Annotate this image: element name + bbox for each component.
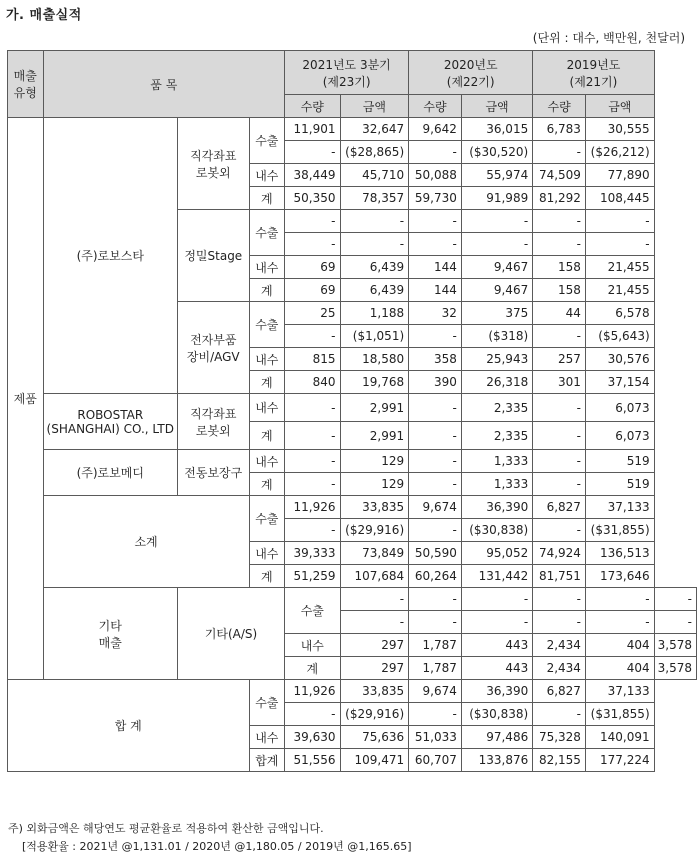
value-cell: 519: [585, 473, 654, 496]
value-cell: 33,835: [340, 680, 409, 703]
value-cell: 36,015: [461, 118, 532, 141]
value-cell: -: [533, 450, 586, 473]
value-cell: 37,133: [585, 496, 654, 519]
value-cell: 75,636: [340, 726, 409, 749]
value-cell: -: [585, 210, 654, 233]
value-cell: 108,445: [585, 187, 654, 210]
value-cell: -: [409, 394, 462, 422]
value-cell: 297: [340, 634, 409, 657]
value-cell: 11,901: [285, 118, 340, 141]
row-kind: 계: [249, 371, 285, 394]
value-cell: 97,486: [461, 726, 532, 749]
row-kind: 수출: [249, 680, 285, 726]
header-qty: 수량: [285, 95, 340, 118]
value-cell: 75,328: [533, 726, 586, 749]
value-cell: 1,188: [340, 302, 409, 325]
value-cell: 2,991: [340, 422, 409, 450]
value-cell: -: [409, 703, 462, 726]
row-kind: 내수: [249, 542, 285, 565]
table-row: [8, 118, 697, 141]
value-cell: 131,442: [461, 565, 532, 588]
value-cell: -: [461, 588, 532, 611]
value-cell: 32,647: [340, 118, 409, 141]
value-cell: 26,318: [461, 371, 532, 394]
value-cell: 37,133: [585, 680, 654, 703]
value-cell: 158: [533, 279, 586, 302]
value-cell: 51,259: [285, 565, 340, 588]
value-cell: 11,926: [285, 680, 340, 703]
header-year: 2019년도 (제21기): [533, 51, 654, 95]
header-qty: 수량: [409, 95, 462, 118]
value-cell: 9,642: [409, 118, 462, 141]
row-kind: 계: [285, 657, 340, 680]
value-cell: 81,751: [533, 565, 586, 588]
row-kind: 내수: [249, 348, 285, 371]
row-product: 전동보장구: [178, 450, 250, 496]
value-cell: -: [340, 210, 409, 233]
value-cell: 60,707: [409, 749, 462, 772]
value-cell: -: [533, 422, 586, 450]
value-cell: 81,292: [533, 187, 586, 210]
value-cell: 9,467: [461, 279, 532, 302]
value-cell: 6,783: [533, 118, 586, 141]
value-cell: -: [409, 473, 462, 496]
value-cell: 9,467: [461, 256, 532, 279]
header-qty: 수량: [533, 95, 586, 118]
value-cell: -: [533, 703, 586, 726]
value-cell: -: [654, 588, 696, 611]
value-cell: 50,590: [409, 542, 462, 565]
row-kind: 내수: [249, 164, 285, 187]
value-cell: -: [285, 703, 340, 726]
row-kind: 내수: [249, 256, 285, 279]
value-cell: 69: [285, 279, 340, 302]
row-kind: 계: [249, 187, 285, 210]
row-product: 직각좌표 로봇외: [178, 394, 250, 450]
value-cell: 9,674: [409, 496, 462, 519]
value-cell: -: [340, 233, 409, 256]
value-cell: ($5,643): [585, 325, 654, 348]
value-cell: -: [533, 394, 586, 422]
value-cell: -: [533, 141, 586, 164]
value-cell: 9,674: [409, 680, 462, 703]
value-cell: -: [409, 422, 462, 450]
value-cell: 21,455: [585, 256, 654, 279]
header-amt: 금액: [461, 95, 532, 118]
value-cell: 840: [285, 371, 340, 394]
row-kind: 수출: [249, 210, 285, 256]
value-cell: 37,154: [585, 371, 654, 394]
value-cell: -: [533, 473, 586, 496]
value-cell: -: [285, 141, 340, 164]
unit-note: (단위 : 대수, 백만원, 천달러): [532, 31, 685, 45]
value-cell: 73,849: [340, 542, 409, 565]
value-cell: -: [340, 588, 409, 611]
value-cell: 2,434: [533, 657, 586, 680]
row-product: 전자부품 장비/AGV: [178, 302, 250, 394]
value-cell: 39,630: [285, 726, 340, 749]
value-cell: ($318): [461, 325, 532, 348]
row-product: 직각좌표 로봇외: [178, 118, 250, 210]
header-item: 품 목: [43, 51, 285, 118]
value-cell: 51,556: [285, 749, 340, 772]
value-cell: 36,390: [461, 496, 532, 519]
value-cell: 1,333: [461, 450, 532, 473]
value-cell: -: [409, 588, 462, 611]
value-cell: 6,439: [340, 279, 409, 302]
value-cell: 25,943: [461, 348, 532, 371]
value-cell: 1,787: [409, 634, 462, 657]
value-cell: -: [461, 233, 532, 256]
header-amt: 금액: [340, 95, 409, 118]
value-cell: 33,835: [340, 496, 409, 519]
value-cell: 44: [533, 302, 586, 325]
value-cell: ($29,916): [340, 703, 409, 726]
row-kind: 내수: [249, 450, 285, 473]
value-cell: -: [409, 233, 462, 256]
row-product: 정밀Stage: [178, 210, 250, 302]
value-cell: 45,710: [340, 164, 409, 187]
value-cell: ($31,855): [585, 519, 654, 542]
value-cell: 50,088: [409, 164, 462, 187]
value-cell: ($30,838): [461, 519, 532, 542]
value-cell: 82,155: [533, 749, 586, 772]
value-cell: 133,876: [461, 749, 532, 772]
value-cell: -: [340, 611, 409, 634]
value-cell: 1,333: [461, 473, 532, 496]
value-cell: 30,576: [585, 348, 654, 371]
value-cell: ($30,838): [461, 703, 532, 726]
value-cell: 6,827: [533, 496, 586, 519]
value-cell: ($29,916): [340, 519, 409, 542]
value-cell: 59,730: [409, 187, 462, 210]
value-cell: 301: [533, 371, 586, 394]
value-cell: -: [533, 210, 586, 233]
row-kind: 내수: [249, 394, 285, 422]
footnote: 주) 외화금액은 해당연도 평균환율로 적용하여 환산한 금액입니다.: [8, 822, 324, 835]
value-cell: 69: [285, 256, 340, 279]
value-cell: 140,091: [585, 726, 654, 749]
value-cell: -: [654, 611, 696, 634]
value-cell: 19,768: [340, 371, 409, 394]
value-cell: 74,509: [533, 164, 586, 187]
value-cell: ($26,212): [585, 141, 654, 164]
row-type: 기타 매출: [43, 588, 177, 680]
value-cell: 173,646: [585, 565, 654, 588]
value-cell: -: [409, 141, 462, 164]
header-type: 매출 유형: [8, 51, 44, 118]
value-cell: 30,555: [585, 118, 654, 141]
value-cell: 77,890: [585, 164, 654, 187]
value-cell: -: [285, 394, 340, 422]
value-cell: -: [409, 450, 462, 473]
header-year: 2020년도 (제22기): [409, 51, 533, 95]
value-cell: 39,333: [285, 542, 340, 565]
value-cell: 158: [533, 256, 586, 279]
value-cell: 443: [461, 657, 532, 680]
value-cell: 60,264: [409, 565, 462, 588]
table-row: [8, 394, 697, 422]
value-cell: -: [285, 233, 340, 256]
row-kind: 수출: [249, 496, 285, 542]
value-cell: 129: [340, 473, 409, 496]
value-cell: -: [585, 588, 654, 611]
value-cell: -: [533, 325, 586, 348]
header-amt: 금액: [585, 95, 654, 118]
value-cell: -: [285, 422, 340, 450]
row-company: ROBOSTAR (SHANGHAI) CO., LTD: [43, 394, 177, 450]
row-company: (주)로보메디: [43, 450, 177, 496]
value-cell: ($31,855): [585, 703, 654, 726]
value-cell: 144: [409, 256, 462, 279]
value-cell: 78,357: [340, 187, 409, 210]
row-kind: 내수: [249, 726, 285, 749]
value-cell: -: [285, 519, 340, 542]
table-row: [8, 680, 697, 703]
value-cell: ($1,051): [340, 325, 409, 348]
value-cell: 443: [461, 634, 532, 657]
row-kind: 수출: [285, 588, 340, 634]
value-cell: 21,455: [585, 279, 654, 302]
value-cell: 32: [409, 302, 462, 325]
row-kind: 합계: [249, 749, 285, 772]
value-cell: ($28,865): [340, 141, 409, 164]
row-type: 합 계: [8, 680, 250, 772]
row-kind: 수출: [249, 302, 285, 348]
row-kind: 계: [249, 565, 285, 588]
value-cell: -: [285, 210, 340, 233]
value-cell: 297: [340, 657, 409, 680]
header-year: 2021년도 3분기 (제23기): [285, 51, 409, 95]
row-company: 기타(A/S): [178, 588, 285, 680]
value-cell: -: [409, 325, 462, 348]
row-kind: 수출: [249, 118, 285, 164]
value-cell: 129: [340, 450, 409, 473]
value-cell: 109,471: [340, 749, 409, 772]
value-cell: 74,924: [533, 542, 586, 565]
value-cell: 2,335: [461, 394, 532, 422]
exchange-rates: [적용환율 : 2021년 @1,131.01 / 2020년 @1,180.05 / 2019년 @1,165.65]: [22, 840, 412, 853]
value-cell: -: [285, 473, 340, 496]
value-cell: -: [461, 210, 532, 233]
value-cell: -: [533, 233, 586, 256]
value-cell: -: [585, 233, 654, 256]
value-cell: -: [409, 611, 462, 634]
table-row: [8, 450, 697, 473]
value-cell: 6,073: [585, 422, 654, 450]
table-row: [8, 588, 697, 611]
value-cell: 177,224: [585, 749, 654, 772]
row-kind: 계: [249, 279, 285, 302]
value-cell: -: [461, 611, 532, 634]
value-cell: 18,580: [340, 348, 409, 371]
value-cell: 136,513: [585, 542, 654, 565]
value-cell: -: [285, 325, 340, 348]
value-cell: 51,033: [409, 726, 462, 749]
row-kind: 내수: [285, 634, 340, 657]
value-cell: 2,434: [533, 634, 586, 657]
value-cell: ($30,520): [461, 141, 532, 164]
row-kind: 계: [249, 422, 285, 450]
value-cell: 6,073: [585, 394, 654, 422]
value-cell: -: [285, 450, 340, 473]
value-cell: 390: [409, 371, 462, 394]
value-cell: 144: [409, 279, 462, 302]
value-cell: 3,578: [654, 657, 696, 680]
value-cell: 25: [285, 302, 340, 325]
row-company: 소계: [43, 496, 249, 588]
value-cell: 11,926: [285, 496, 340, 519]
row-kind: 계: [249, 473, 285, 496]
value-cell: 6,578: [585, 302, 654, 325]
value-cell: 55,974: [461, 164, 532, 187]
sales-table: [7, 50, 697, 772]
value-cell: -: [533, 611, 586, 634]
value-cell: 3,578: [654, 634, 696, 657]
value-cell: 358: [409, 348, 462, 371]
value-cell: 38,449: [285, 164, 340, 187]
value-cell: 91,989: [461, 187, 532, 210]
value-cell: -: [409, 210, 462, 233]
value-cell: 257: [533, 348, 586, 371]
value-cell: -: [533, 588, 586, 611]
value-cell: 36,390: [461, 680, 532, 703]
table-row: [8, 496, 697, 519]
value-cell: 50,350: [285, 187, 340, 210]
value-cell: -: [533, 519, 586, 542]
value-cell: 1,787: [409, 657, 462, 680]
value-cell: 107,684: [340, 565, 409, 588]
value-cell: 375: [461, 302, 532, 325]
value-cell: 6,827: [533, 680, 586, 703]
value-cell: 2,335: [461, 422, 532, 450]
value-cell: -: [585, 611, 654, 634]
row-type: 제품: [8, 118, 44, 680]
value-cell: 6,439: [340, 256, 409, 279]
value-cell: -: [409, 519, 462, 542]
section-title: 가. 매출실적: [6, 8, 82, 23]
row-company: (주)로보스타: [43, 118, 177, 394]
value-cell: 2,991: [340, 394, 409, 422]
value-cell: 519: [585, 450, 654, 473]
value-cell: 815: [285, 348, 340, 371]
value-cell: 404: [585, 634, 654, 657]
value-cell: 404: [585, 657, 654, 680]
value-cell: 95,052: [461, 542, 532, 565]
